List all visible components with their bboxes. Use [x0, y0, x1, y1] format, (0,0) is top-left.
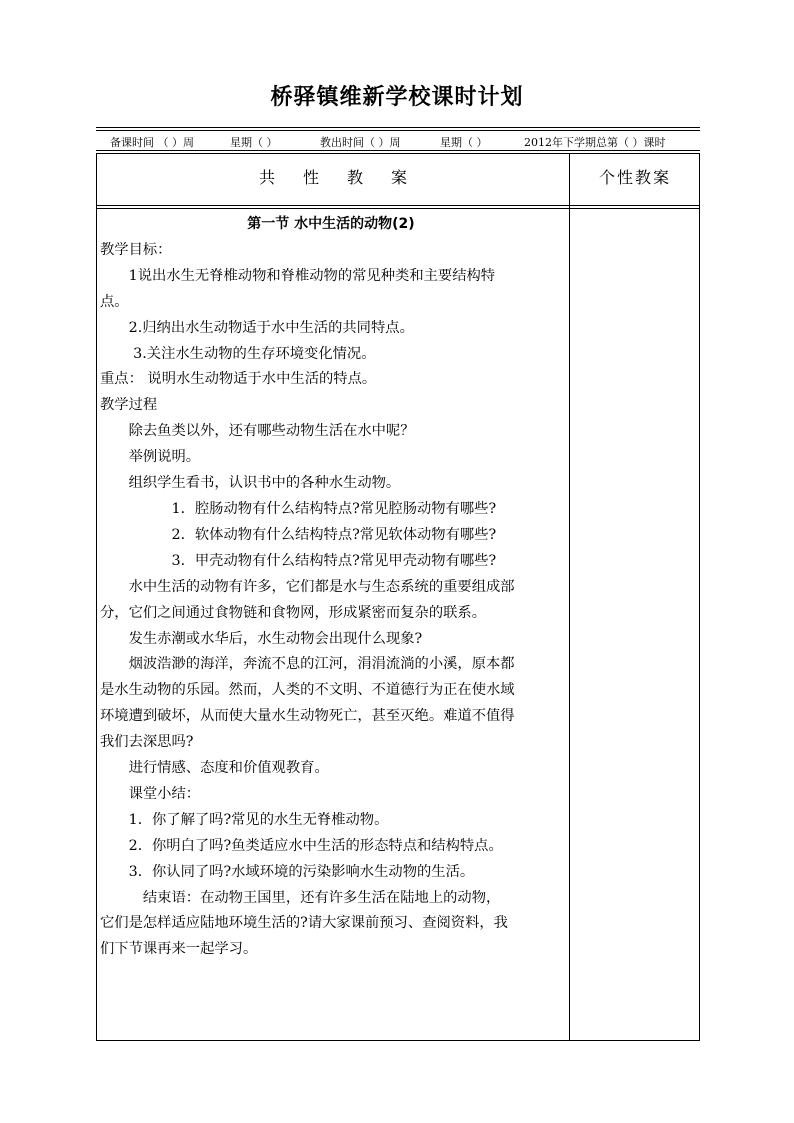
- content-line: 分，它们之间通过食物链和食物网，形成紧密而复杂的联系。: [100, 604, 487, 621]
- content-line: 举例说明。: [100, 449, 201, 466]
- content-line: 我们去深思吗?: [100, 734, 194, 751]
- table-header-divider: [96, 205, 700, 206]
- content-line: 发生赤潮或水华后，水生动物会出现什么现象?: [100, 630, 423, 647]
- content-line: 2．软体动物有什么结构特点?常见软体动物有哪些?: [100, 526, 497, 543]
- content-line: 是水生动物的乐园。然而，人类的不文明、不道德行为正在使水域: [100, 682, 515, 699]
- teach-weekday-field: 星期（ ）: [440, 136, 488, 149]
- content-line: 2.归纳出水生动物适于水中生活的共同特点。: [100, 319, 414, 336]
- content-line: 1．你了解了吗?常见的水生无脊椎动物。: [100, 811, 389, 828]
- info-underline: [96, 150, 700, 151]
- content-line: 结束语：在动物王国里，还有许多生活在陆地上的动物，: [100, 889, 501, 906]
- schedule-info-row: [110, 134, 700, 150]
- title-rule-top: [96, 127, 700, 128]
- content-line: 教学目标：: [100, 241, 172, 258]
- content-line: 水中生活的动物有许多，它们都是水与生态系统的重要组成部: [100, 578, 515, 595]
- content-line: 重点： 说明水生动物适于水中生活的特点。: [100, 371, 377, 388]
- content-line: 2．你明白了吗?鱼类适应水中生活的形态特点和结构特点。: [100, 837, 503, 854]
- content-line: 除去鱼类以外，还有哪些动物生活在水中呢？: [100, 423, 415, 440]
- teach-time-field: 教出时间（ ）周: [320, 136, 401, 149]
- content-line: 们下节课再来一起学习。: [100, 941, 258, 958]
- prep-weekday-field: 星期（ ）: [230, 136, 278, 149]
- content-line: 3.关注水生动物的生存环境变化情况。: [100, 345, 376, 362]
- content-line: 烟波浩渺的海洋，奔流不息的江河，涓涓流淌的小溪，原本都: [100, 656, 515, 673]
- section-title: 第一节 水中生活的动物(2): [247, 216, 415, 232]
- lesson-content: [100, 212, 562, 963]
- content-line: 1说出水生无脊椎动物和脊椎动物的常见种类和主要结构特: [100, 267, 496, 284]
- shared-plan-heading: 共性教案: [258, 168, 435, 187]
- content-line: 1．腔肠动物有什么结构特点?常见腔肠动物有哪些?: [100, 500, 497, 517]
- table-header-divider-double: [96, 208, 700, 209]
- content-line: 3．甲壳动物有什么结构特点?常见甲壳动物有哪些?: [100, 552, 497, 569]
- page-title: 桥驿镇维新学校课时计划: [270, 85, 524, 110]
- personal-plan-heading: 个性教案: [598, 168, 671, 187]
- term-lesson-count-field: 2012年下学期总第（ ）课时: [524, 136, 666, 149]
- prep-time-field: 备课时间 （ ）周: [110, 136, 194, 149]
- content-line: 组织学生看书，认识书中的各种水生动物。: [100, 475, 401, 492]
- table-column-divider: [569, 153, 570, 1041]
- content-line: 教学过程: [100, 397, 158, 414]
- content-line: 课堂小结：: [100, 785, 201, 802]
- content-line: 点。: [100, 293, 129, 310]
- content-line: 它们是怎样适应陆地环境生活的?请大家课前预习、查阅资料，我: [100, 915, 508, 932]
- content-line: 进行情感、态度和价值观教育。: [100, 760, 329, 777]
- content-line: 环境遭到破坏，从而使大量水生动物死亡，甚至灭绝。难道不值得: [100, 708, 515, 725]
- title-rule-bottom: [96, 130, 700, 131]
- content-line: 3．你认同了吗?水域环境的污染影响水生动物的生活。: [100, 863, 475, 880]
